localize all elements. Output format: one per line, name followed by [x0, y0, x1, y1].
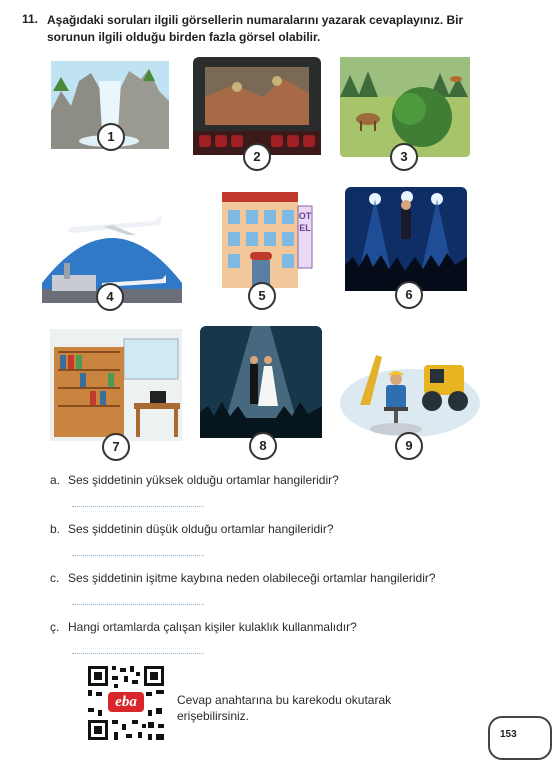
page-number-frame [488, 716, 552, 760]
subquestion-b [50, 522, 334, 536]
badge-3: 3 [390, 143, 418, 171]
badge-2: 2 [243, 143, 271, 171]
eba-logo: eba [108, 692, 144, 712]
badge-5: 5 [248, 282, 276, 310]
qr-caption-line-1: Cevap anahtarına bu karekodu okutarak [177, 693, 392, 707]
question-number: 11. [22, 12, 39, 26]
hotel-sign: OTEL [298, 211, 312, 233]
subquestion-cc [50, 620, 357, 634]
badge-6: 6 [395, 281, 423, 309]
answer-line-c[interactable] [72, 603, 204, 605]
image-hotel [218, 188, 318, 304]
image-cinema [193, 57, 321, 164]
qr-code[interactable] [86, 664, 166, 742]
image-waterfall [51, 61, 169, 149]
answer-line-a[interactable] [72, 505, 204, 507]
badge-1: 1 [97, 123, 125, 151]
image-construction [340, 345, 480, 457]
subquestion-text: Ses şiddetinin işitme kaybına neden olabileceği ortamlar hangileridir? [68, 571, 436, 585]
image-concert [345, 187, 467, 305]
subquestion-c [50, 571, 436, 585]
subquestion-text: Ses şiddetinin yüksek olduğu ortamlar hangileridir? [68, 473, 339, 487]
subquestion-text: Ses şiddetinin düşük olduğu ortamlar hangileridir? [68, 522, 334, 536]
question-text: Aşağıdaki soruları ilgili görsellerin numaralarını yazarak cevaplayınız. Bir sorunun ilgili olduğu birden fazla görsel olabilir. [47, 13, 464, 44]
subquestion-text: Hangi ortamlarda çalışan kişiler kulaklık kullanmalıdır? [68, 620, 357, 634]
qr-caption-line-2: erişebilirsiniz. [177, 709, 250, 723]
badge-7: 7 [102, 433, 130, 461]
image-wedding [200, 326, 322, 456]
badge-8: 8 [249, 432, 277, 460]
image-forest [340, 57, 470, 167]
subquestion-letter: a. [50, 473, 61, 487]
subquestion-letter: ç. [50, 620, 60, 634]
image-airport [42, 193, 182, 309]
answer-line-b[interactable] [72, 554, 204, 556]
qr-caption [177, 692, 391, 724]
subquestion-letter: b. [50, 522, 61, 536]
badge-4: 4 [96, 283, 124, 311]
answer-line-cc[interactable] [72, 652, 204, 654]
subquestion-a [50, 473, 339, 487]
image-library [50, 329, 182, 457]
page-number: 153 [500, 729, 517, 740]
subquestion-letter: c. [50, 571, 60, 585]
badge-9: 9 [395, 432, 423, 460]
